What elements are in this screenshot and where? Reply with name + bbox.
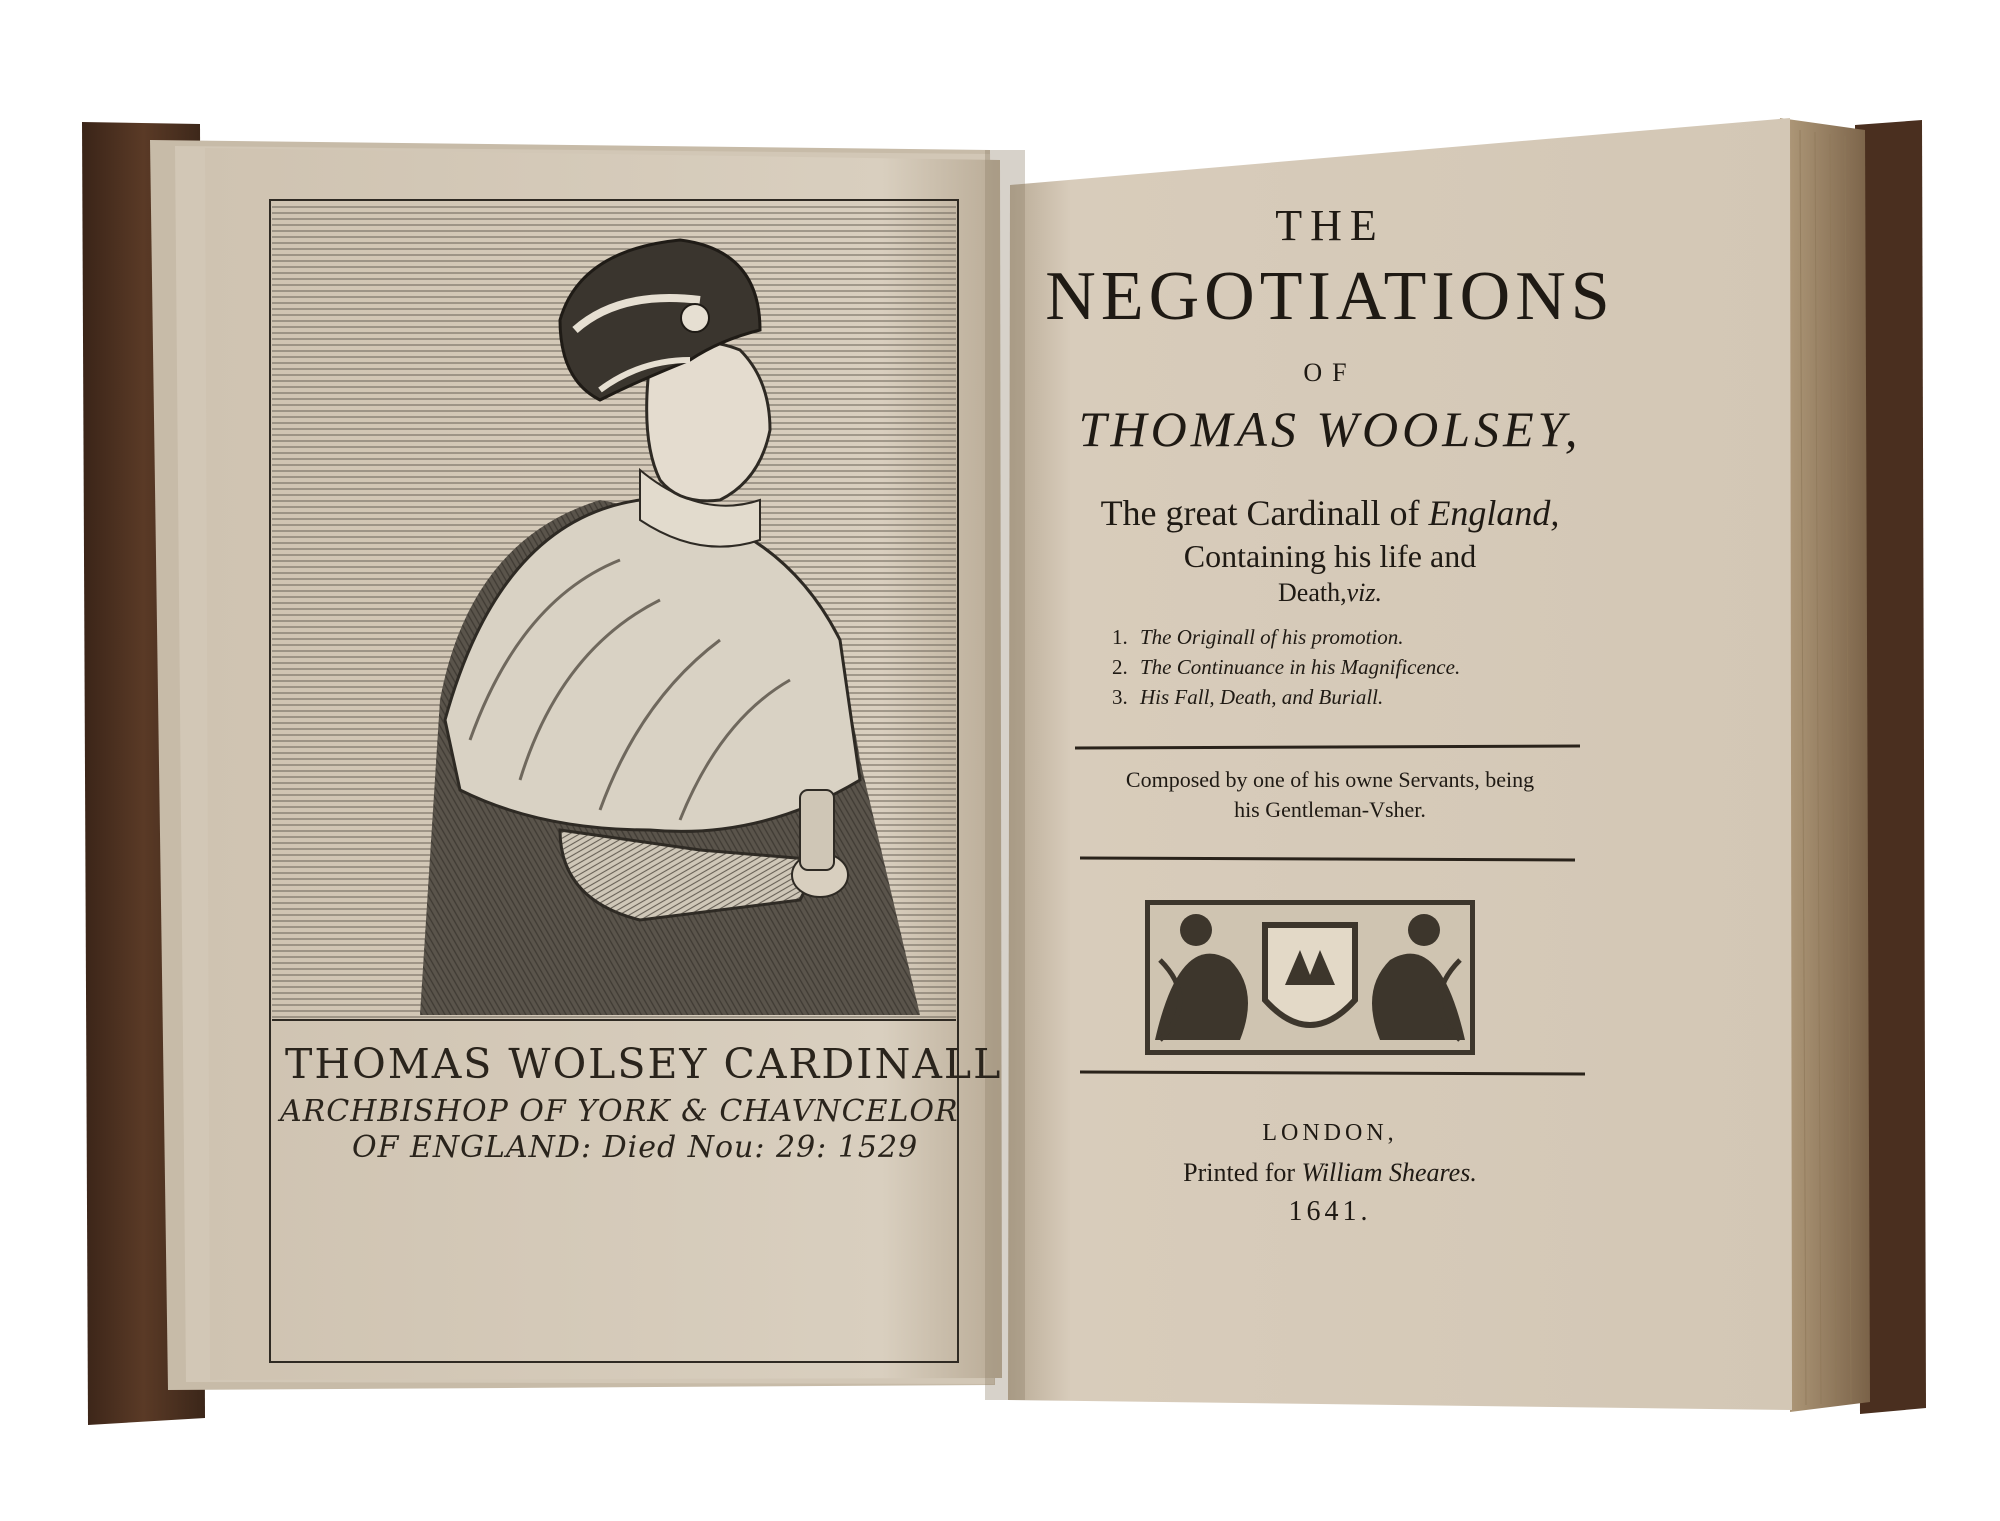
printer-name: William Sheares. xyxy=(1301,1158,1477,1187)
list-text: The Originall of his promotion. xyxy=(1140,625,1404,649)
list-item xyxy=(1112,622,1592,652)
list-item xyxy=(1112,682,1592,712)
death-text: Death, xyxy=(1278,578,1347,607)
title-negotiations: NEGOTIATIONS xyxy=(1045,258,1615,335)
title-containing: Containing his life and xyxy=(1183,538,1477,574)
list-number: 3. xyxy=(1112,685,1128,709)
imprint-printed-for xyxy=(1040,1158,1620,1188)
title-death-viz xyxy=(1040,578,1620,608)
list-item xyxy=(1112,652,1592,682)
viz-text: viz. xyxy=(1346,578,1382,607)
printers-ornament xyxy=(1145,900,1475,1055)
england-text: England, xyxy=(1428,493,1560,533)
composed-line1: Composed by one of his owne Servants, being xyxy=(1125,767,1535,792)
portrait-caption-line1: THOMAS WOLSEY CARDINALL xyxy=(285,1040,1003,1088)
portrait-caption-line2: ARCHBISHOP OF YORK & CHAVNCELOR xyxy=(280,1094,959,1129)
contents-list xyxy=(1112,622,1592,712)
title-thomas-woolsey: THOMAS WOOLSEY, xyxy=(1078,401,1582,457)
imprint-london: LONDON, xyxy=(1262,1120,1398,1146)
title-the: THE xyxy=(1275,201,1385,250)
composed-line2: his Gentleman-Vsher. xyxy=(1234,797,1426,822)
portrait-caption-line3: OF ENGLAND: Died Nou: 29: 1529 xyxy=(352,1130,919,1165)
title-of: OF xyxy=(1303,358,1357,387)
great-cardinall-text: The great Cardinall of xyxy=(1100,493,1429,533)
imprint-year: 1641. xyxy=(1288,1196,1372,1227)
right-page-edges xyxy=(1780,118,1870,1412)
list-number: 2. xyxy=(1112,655,1128,679)
list-text: The Continuance in his Magnificence. xyxy=(1140,655,1461,679)
list-text: His Fall, Death, and Buriall. xyxy=(1140,685,1384,709)
list-number: 1. xyxy=(1112,625,1128,649)
composed-by xyxy=(1070,765,1590,825)
title-great-cardinall xyxy=(1040,492,1620,534)
printed-for-text: Printed for xyxy=(1183,1158,1302,1187)
